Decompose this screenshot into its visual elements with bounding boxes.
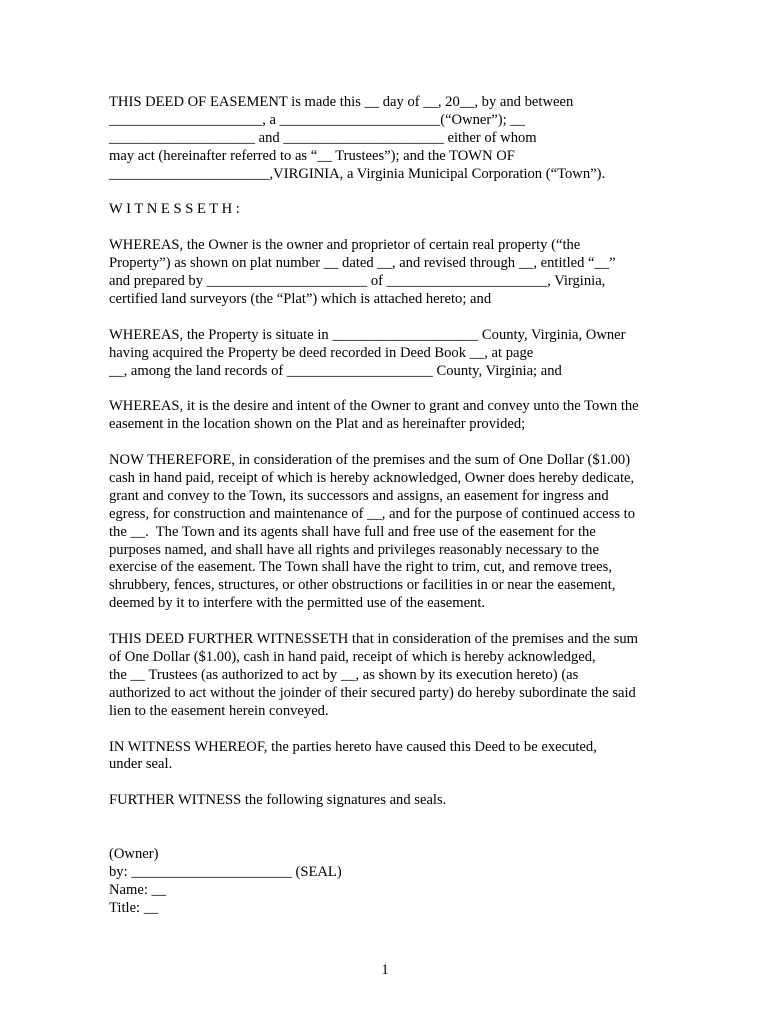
text-line: deemed by it to interfere with the permitted use of the easement. <box>109 595 486 612</box>
witnesseth-heading <box>109 201 679 219</box>
text-line: exercise of the easement. The Town shall have the right to trim, cut, and remove trees, <box>109 559 612 576</box>
text-line: NOW THEREFORE, in consideration of the premises and the sum of One Dollar ($1.00) <box>109 452 631 469</box>
text-line: of One Dollar ($1.00), cash in hand paid, receipt of which is hereby acknowledged, <box>109 649 596 665</box>
signature-by-line: by: ______________________ (SEAL) <box>109 863 342 880</box>
page-number: 1 <box>381 962 389 978</box>
text-line: shrubbery, fences, structures, or other obstructions or facilities in or near the easement, <box>109 577 616 594</box>
text-line: IN WITNESS WHEREOF, the parties hereto have caused this Deed to be executed, <box>109 738 597 755</box>
signature-block <box>109 846 679 918</box>
text-line: _____________________, a ______________________(“Owner”); __ <box>109 111 525 128</box>
further-witness-paragraph <box>109 792 679 810</box>
text-line: having acquired the Property be deed recorded in Deed Book __, at page <box>109 344 534 361</box>
text-line: __, among the land records of ____________________ County, Virginia; and <box>109 362 562 379</box>
text-line: egress, for construction and maintenance of __, and for the purpose of continued access to <box>109 505 636 522</box>
text-line: cash in hand paid, receipt of which is hereby acknowledged, Owner does hereby dedicate, <box>109 469 635 486</box>
signature-name-line: Name: __ <box>109 881 167 898</box>
signature-party: (Owner) <box>109 845 159 862</box>
witnesseth-text: W I T N E S S E T H : <box>109 201 240 218</box>
text-line: grant and convey to the Town, its successors and assigns, an easement for ingress and <box>109 487 609 504</box>
in-witness-paragraph <box>109 739 679 775</box>
text-line: WHEREAS, it is the desire and intent of the Owner to grant and convey unto the Town the <box>109 398 639 415</box>
text-line: ______________________,VIRGINIA, a Virginia Municipal Corporation (“Town”). <box>109 165 606 182</box>
text-line: FURTHER WITNESS the following signatures and seals. <box>109 792 447 809</box>
intro-paragraph <box>109 94 679 184</box>
now-therefore-paragraph <box>109 452 679 613</box>
text-line: purposes named, and shall have all rights and privileges reasonably necessary to the <box>109 541 599 558</box>
whereas-paragraph-2 <box>109 327 679 381</box>
text-line: certified land surveyors (the “Plat”) which is attached hereto; and <box>109 290 492 307</box>
document-body <box>109 94 679 918</box>
signature-title-line: Title: __ <box>109 899 159 916</box>
text-line: ____________________ and ______________________ either of whom <box>109 129 537 146</box>
further-witnesseth-paragraph <box>109 631 679 721</box>
text-line: under seal. <box>109 756 173 773</box>
text-line: WHEREAS, the Property is situate in ____________________ County, Virginia, Owner <box>109 326 626 343</box>
whereas-paragraph-3 <box>109 398 679 434</box>
text-line: lien to the easement herein conveyed. <box>109 702 329 719</box>
text-line: the __ Trustees (as authorized to act by __, as shown by its execution hereto) (as <box>109 666 579 683</box>
text-line: Property”) as shown on plat number __ dated __, and revised through __, entitled “__” <box>109 255 616 272</box>
whereas-paragraph-1 <box>109 237 679 309</box>
text-line: THIS DEED FURTHER WITNESSETH that in consideration of the premises and the sum <box>109 631 639 648</box>
text-line: easement in the location shown on the Plat and as hereinafter provided; <box>109 416 526 433</box>
text-line: authorized to act without the joinder of their secured party) do hereby subordinate the said <box>109 684 636 701</box>
text-line: and prepared by ______________________ of ______________________, Virginia, <box>109 273 606 290</box>
text-line: WHEREAS, the Owner is the owner and proprietor of certain real property (“the <box>109 237 581 254</box>
text-line: the __. The Town and its agents shall have full and free use of the easement for the <box>109 523 596 540</box>
text-line: may act (hereinafter referred to as “__ Trustees”); and the TOWN OF <box>109 147 515 164</box>
text-line: THIS DEED OF EASEMENT is made this __ day of __, 20__, by and between <box>109 94 574 110</box>
